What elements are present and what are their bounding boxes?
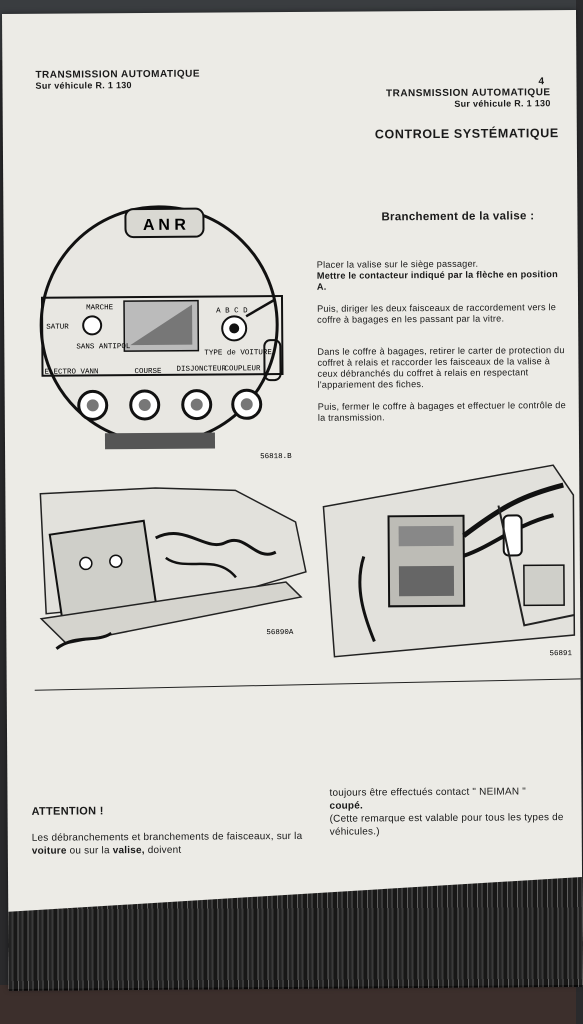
label-course: COURSE: [134, 367, 162, 377]
paragraph-2: Puis, diriger les deux faisceaux de raccordement vers le coffre à bagages en les passant par la vitre.: [317, 302, 557, 325]
header-right-line1: TRANSMISSION AUTOMATIQUE: [385, 87, 551, 100]
label-disjoncteur: DISJONCTEUR: [176, 365, 227, 374]
figure-left-ref: 56890A: [266, 628, 294, 638]
label-satur: SATUR: [46, 323, 69, 332]
tester-brand-letters: A N R: [142, 216, 187, 235]
header-left-line2: Sur véhicule R. 1 130: [35, 80, 132, 91]
paragraph-3: Dans le coffre à bagages, retirer le carter de protection du coffret à relais et raccorder les faisceaux de la valise à ceux débranchés du coffret à relais en respectant l'appariement des fiches.: [317, 345, 565, 390]
background-bottom: [0, 985, 576, 1024]
section-title: Branchement de la valise :: [381, 210, 535, 224]
figure-top-ref: 56818.B: [260, 452, 292, 462]
paragraph-1-bold: Mettre le contacteur indiqué par la flèche en position A.: [316, 269, 558, 292]
attention-title: ATTENTION !: [31, 805, 104, 818]
tester-panel-figure: [33, 204, 295, 462]
trunk-relay-figure: [323, 465, 576, 667]
header-right: [382, 76, 550, 110]
car-interior-figure: [35, 482, 311, 674]
attention-left-text: [32, 830, 304, 858]
attention-right-a: toujours être effectués contact " NEIMAN ": [329, 786, 526, 799]
attention-right-note: (Cette remarque est valable pour tous les types de véhicules.): [329, 812, 564, 838]
attention-right-coupe: coupé.: [329, 800, 364, 812]
page-title: CONTROLE SYSTÉMATIQUE: [374, 126, 559, 142]
header-left: [35, 69, 200, 92]
paragraph-1: [317, 258, 567, 293]
header-left-line1: TRANSMISSION AUTOMATIQUE: [35, 68, 201, 81]
document-page: [2, 10, 583, 989]
header-right-line2: Sur véhicule R. 1 130: [454, 98, 551, 109]
label-sans-antipol: SANS ANTIPOL: [76, 343, 131, 352]
attention-left-a: Les débranchements et branchements de faisceaux, sur la: [31, 830, 303, 844]
figure-right-ref: 56891: [549, 650, 573, 659]
scan-noise-band: [8, 877, 583, 991]
horizontal-divider: [35, 678, 581, 690]
attention-right-text: [329, 785, 581, 839]
attention-left-valise: valise,: [112, 845, 145, 857]
paragraph-4: Puis, fermer le coffre à bagages et effectuer le contrôle de la transmission.: [317, 400, 566, 423]
attention-left-c: ou sur la: [66, 845, 113, 857]
attention-left-e: doivent: [144, 844, 182, 857]
label-electro-vann: ELECTRO VANN: [44, 368, 99, 377]
paragraph-1-text: Placer la valise sur le siège passager.: [316, 258, 479, 270]
page-number: 4: [538, 76, 545, 88]
label-marche: MARCHE: [86, 304, 114, 313]
label-coupleur: COUPLEUR: [224, 365, 261, 374]
label-selector-letters: A B C D: [216, 307, 248, 316]
label-type-voiture: TYPE de VOITURE: [204, 349, 272, 358]
attention-left-voiture: voiture: [31, 845, 67, 857]
